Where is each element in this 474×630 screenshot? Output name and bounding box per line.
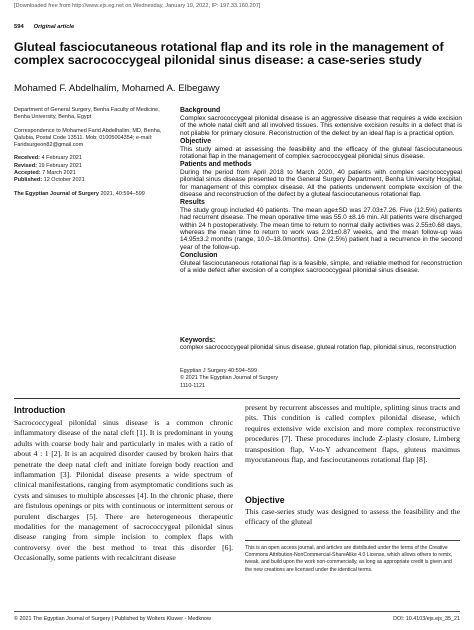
page-number: 594 [14,24,24,30]
citation-line: Egyptian J Surgery 40:594–599 [180,368,258,374]
section-divider [14,398,460,399]
objective-heading: Objective [245,495,285,505]
download-notice: [Downloaded free from http://www.ejs.eg.net on Wednesday, January 19, 2022, IP: 197.33.160.207] [14,3,261,9]
author-list: Mohamed F. Abdelhalim, Mohamed A. Elbegawy [14,83,220,94]
abstract-heading-objective: Objective [180,137,212,145]
abstract-heading-methods: Patients and methods [180,160,252,168]
footer-publisher: © 2021 The Egyptian Journal of Surgery | Published by Wolters Kluwer - Medknow [14,616,211,622]
footer-doi: DOI: 10.4103/ejs.ejs_35_21 [393,616,460,622]
citation-line: 1110-1121 [180,382,206,389]
article-info-column [14,107,162,204]
abstract-results-text: The study group included 40 patients. The mean age±SD was 27.03±7.26. Five (12.5%) patients had recurrent disease. The mean operative time was 55.0 ±8.16 min. All patients were discharged within 24 h postoperatively. The mean time to return to normal daily activities was 2.55±0.68 days, whereas the mean time to return to work was 2.91±0.87 weeks, and the mean follow-up was 14.95±3.2 months (range, 10.0–18.0months). One (2.5%) patient had a recurrence in the second year of the follow-up. [180,206,462,251]
license-notice: This is an open access journal, and articles are distributed under the terms of the Creative Commons Attribution-NonCommercial-ShareAlike 4.0 License, which allows others to remix, tweak, and build upon the work non-commercially, as long as appropriate credit is given and the new creations are licensed under the identical terms. [245,545,453,573]
abstract-heading-background: Background [180,107,221,114]
keywords [180,337,462,352]
running-header [14,24,74,30]
abstract-methods-text: During the period from April 2018 to March 2020, 40 patients with complex sacrococcygeal pilonidal sinus disease presented to the General Surgery Department, Benha University Hospital, for management of this complex disease. All the patients underwent complete excision of the disease and reconstruction of the defect by a gluteal fasciocutaneous rotational flap. [180,168,462,198]
abstract-background-text: Complex sacrococcygeal pilonidal disease is an aggressive disease that requires a wide excision of the whole natal cleft and all involved tissues. This extensive excision results in a defect that is not pliable for primary closure. Reconstruction of the defect by an ideal flap is a practical option. [180,115,462,137]
date-revised: Revised: 19 February 2021 [14,162,82,169]
introduction-text: Sacrococcygeal pilonidal sinus disease is a common chronic inflammatory disease of the natal cleft [1]. It is predominant in young adults with coarse body hair and particularly in males with a ratio of about 4 : 1 [2]. It is an acquired disorder caused by broken hairs that penetrate the deep natal cleft and initiate foreign body reaction and inflammation [3]. Pilonidal disease presents a wide spectrum of clinical manifestations, ranging from asymptomatic conditions such as cysts and sinuses to multiple abscesses [4]. In the chronic phase, there are fistulous openings or pits with continuous or intermittent serous or purulent discharges [5]. There are heterogeneous therapeutic modalities for the management of sacrococcygeal pilonidal sinus disease ranging from simple incision to complex flaps with controversy over the best method to treat this disorder [6]. Occasionally, some patients with recalcitrant disease [14,418,233,563]
introduction-text-continued: present by recurrent abscesses and multiple, splitting sinus tracts and pits. This condition is called complex pilonidal disease, which requires extensive wide excision and more complex reconstructive procedures [7]. These procedures include Z-plasty closure, Limberg transposition flap, V-to-Y advancement flaps, gluteus maximus myocutaneous flap, and fasciocutaneous rotational flap [8]. [245,403,460,465]
date-received: Received: 4 February 2021 [14,155,82,162]
abstract-conclusion-text: Gluteal fasciocutaneous rotational flap is a feasible, simple, and reliable method for reconstruction of a wide defect after excision of a complex sacrococcygeal pilonidal sinus disease. [180,259,462,274]
license-divider [245,540,460,541]
abstract [180,107,462,275]
keywords-text: complex sacrococcygeal pilonidal sinus disease, gluteal rotation flap, pilonidal sinus, reconstruction [180,344,457,352]
article-type: Original article [33,24,75,30]
abstract-heading-conclusion: Conclusion [180,251,218,259]
footer-divider [14,611,460,612]
article-dates [14,155,162,184]
affiliation: Department of General Surgery, Benha Faculty of Medicine, Benha University, Benha, Egypt [14,107,160,121]
date-accepted: Accepted: 7 March 2021 [14,170,76,177]
objective-text: This case-series study was designed to assess the feasibility and the efficacy of the gluteal [245,507,460,527]
journal-reference: The Egyptian Journal of Surgery 2021, 40:594–599 [14,190,145,197]
abstract-heading-results: Results [180,198,205,206]
correspondence: Correspondence to Mohamed Farid Abdelhalim, MD, Benha, Qalubia, Postal Code 13511. Mob: 01005004354; e-mail: Faridsurgeon82@gmail.com [14,127,162,149]
article-title: Gluteal fasciocutaneous rotational flap and its role in the management of complex sacrococcygeal pilonidal sinus disease: a case-series study [14,40,444,68]
date-published: Published: 12 October 2021 [14,177,85,184]
citation-line: © 2021 The Egyptian Journal of Surgery [180,375,279,382]
page-footer [14,616,460,622]
introduction-heading: Introduction [14,405,66,415]
abstract-objective-text: This study aimed at assessing the feasibility and the efficacy of the gluteal fasciocutaneous rotational flap in the management of complex sacrococcygeal pilonidal sinus disease. [180,145,462,160]
citation-block [180,368,360,390]
keywords-heading: Keywords: [180,337,216,344]
